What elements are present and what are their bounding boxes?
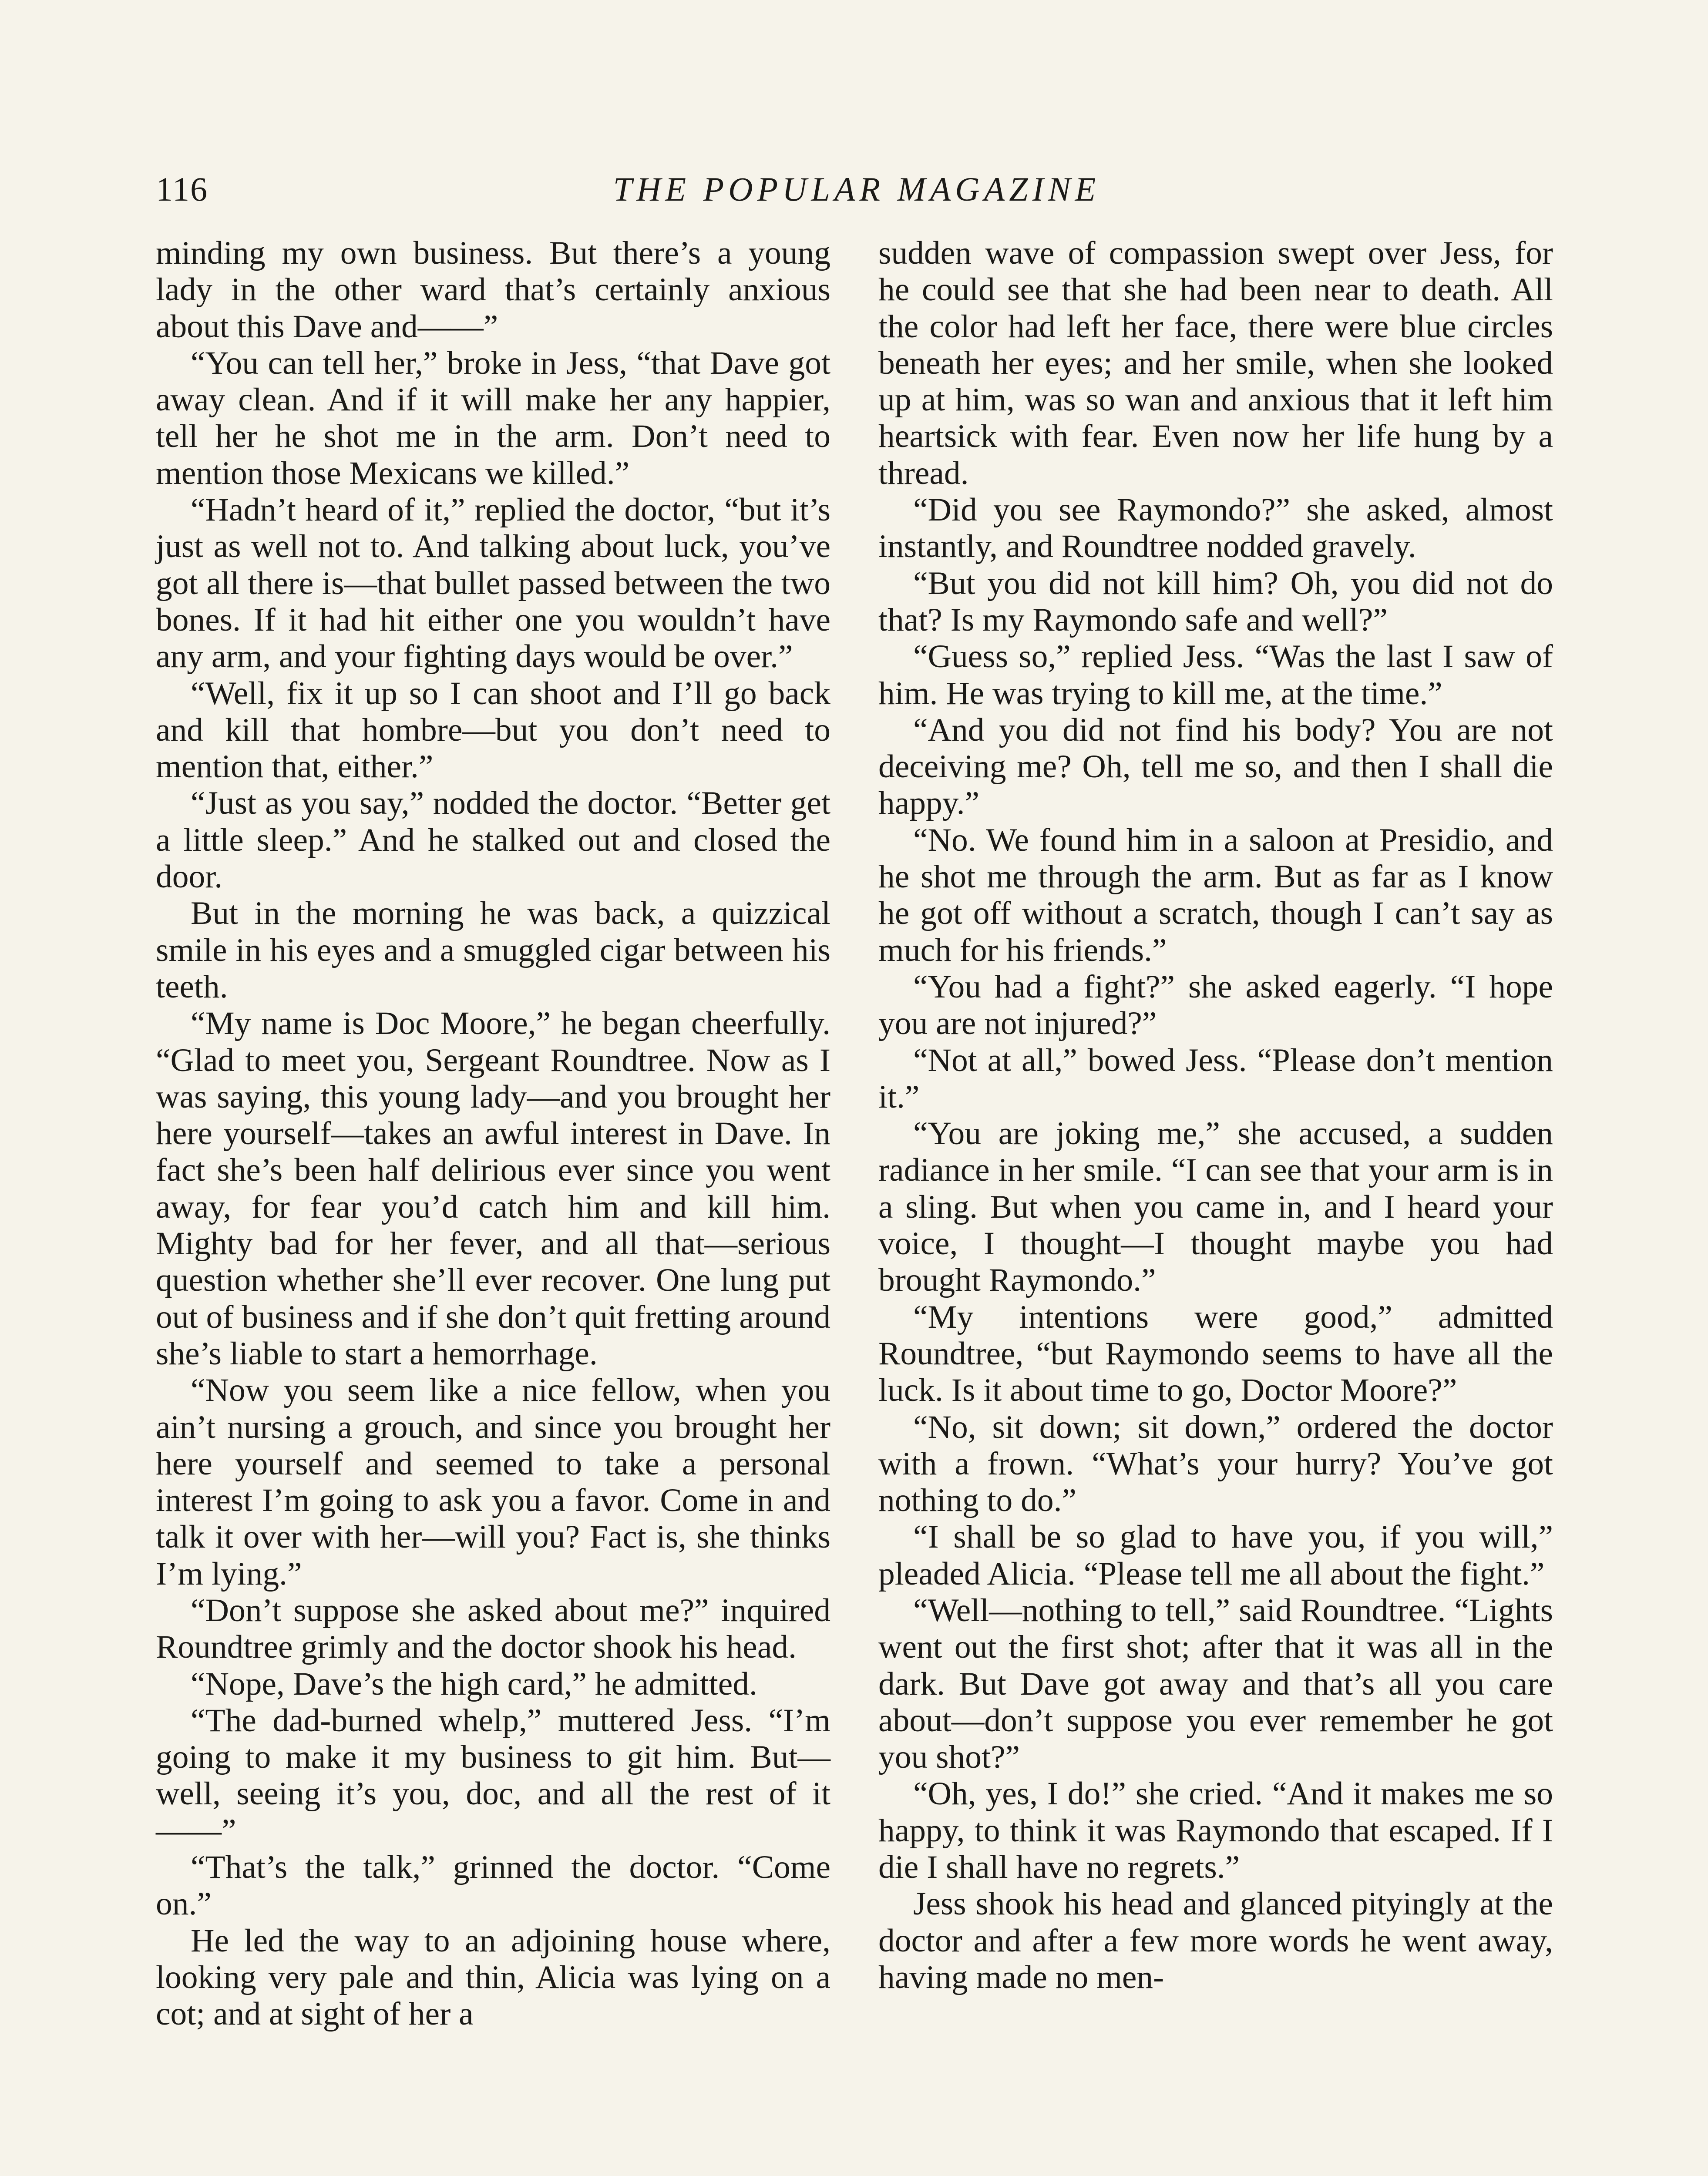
paragraph: “I shall be so glad to have you, if you will,” pleaded Alicia. “Please tell me all about the fight.” bbox=[878, 1519, 1553, 1592]
paragraph: “Guess so,” replied Jess. “Was the last I saw of him. He was trying to kill me, at the time.” bbox=[878, 638, 1553, 712]
paragraph: He led the way to an adjoining house where, looking very pale and thin, Alicia was lying on a cot; and at sight of her a bbox=[156, 1922, 830, 2032]
paragraph: “You had a fight?” she asked eagerly. “I hope you are not injured?” bbox=[878, 968, 1553, 1042]
paragraph: “But you did not kill him? Oh, you did not do that? Is my Raymondo safe and well?” bbox=[878, 565, 1553, 638]
paragraph: Jess shook his head and glanced pityingly at the doctor and after a few more words he went away, having made no men- bbox=[878, 1886, 1553, 1995]
paragraph: “Hadn’t heard of it,” replied the doctor, “but it’s just as well not to. And talking about luck, you’ve got all there is—that bullet passed between the two bones. If it had hit either one you wouldn’t have any arm, and your fighting days would be over.” bbox=[156, 492, 830, 675]
paragraph: “Not at all,” bowed Jess. “Please don’t mention it.” bbox=[878, 1042, 1553, 1115]
paragraph: “My intentions were good,” admitted Roundtree, “but Raymondo seems to have all the luck. Is it about time to go, Doctor Moore?” bbox=[878, 1299, 1553, 1409]
page-number: 116 bbox=[156, 170, 208, 208]
paragraph: “Don’t suppose she asked about me?” inquired Roundtree grimly and the doctor shook his head. bbox=[156, 1592, 830, 1666]
paragraph: “Well—nothing to tell,” said Roundtree. “Lights went out the first shot; after that it was all in the dark. But Dave got away and that’s all you care about—don’t suppose you ever remember he got you shot?” bbox=[878, 1592, 1553, 1776]
paragraph: “No, sit down; sit down,” ordered the doctor with a frown. “What’s your hurry? You’ve got nothing to do.” bbox=[878, 1409, 1553, 1519]
right-column bbox=[878, 235, 1553, 1996]
paragraph: “My name is Doc Moore,” he began cheerfully. “Glad to meet you, Sergeant Roundtree. Now as I was saying, this young lady—and you brought her here yourself—takes an awful interest in Dave. In fact she’s been half delirious ever since you went away, for fear you’d catch him and kill him. Mighty bad for her fever, and all that—serious question whether she’ll ever recover. One lung put out of business and if she don’t quit fretting around she’s liable to start a hemorrhage. bbox=[156, 1005, 830, 1372]
paragraph: “That’s the talk,” grinned the doctor. “Come on.” bbox=[156, 1849, 830, 1922]
page-header bbox=[156, 165, 1557, 213]
paragraph: “Well, fix it up so I can shoot and I’ll go back and kill that hombre—but you don’t need to mention that, either.” bbox=[156, 675, 830, 785]
paragraph: “Oh, yes, I do!” she cried. “And it makes me so happy, to think it was Raymondo that escaped. If I die I shall have no regrets.” bbox=[878, 1776, 1553, 1886]
paragraph: “The dad-burned whelp,” muttered Jess. “I’m going to make it my business to git him. But—well, seeing it’s you, doc, and all the rest of it——” bbox=[156, 1702, 830, 1849]
paragraph: minding my own business. But there’s a young lady in the other ward that’s certainly anxious about this Dave and——” bbox=[156, 235, 830, 345]
paragraph: “Did you see Raymondo?” she asked, almost instantly, and Roundtree nodded gravely. bbox=[878, 492, 1553, 565]
left-column bbox=[156, 235, 830, 2033]
paragraph: But in the morning he was back, a quizzical smile in his eyes and a smuggled cigar between his teeth. bbox=[156, 895, 830, 1005]
paragraph: “You are joking me,” she accused, a sudden radiance in her smile. “I can see that your arm is in a sling. But when you came in, and I heard your voice, I thought—I thought maybe you had brought Raymondo.” bbox=[878, 1115, 1553, 1299]
paragraph: “Now you seem like a nice fellow, when you ain’t nursing a grouch, and since you brought her here yourself and seemed to take a personal interest I’m going to ask you a favor. Come in and talk it over with her—will you? Fact is, she thinks I’m lying.” bbox=[156, 1372, 830, 1592]
paragraph: “You can tell her,” broke in Jess, “that Dave got away clean. And if it will make her any happier, tell her he shot me in the arm. Don’t need to mention those Mexicans we killed.” bbox=[156, 345, 830, 491]
paragraph: “No. We found him in a saloon at Presidio, and he shot me through the arm. But as far as I know he got off without a scratch, though I can’t say as much for his friends.” bbox=[878, 822, 1553, 968]
paragraph: “And you did not find his body? You are not deceiving me? Oh, tell me so, and then I shall die happy.” bbox=[878, 712, 1553, 822]
running-head: THE POPULAR MAGAZINE bbox=[613, 170, 1100, 208]
paragraph: “Nope, Dave’s the high card,” he admitted. bbox=[191, 1666, 757, 1702]
paragraph: sudden wave of compassion swept over Jess, for he could see that she had been near to death. All the color had left her face, there were blue circles beneath her eyes; and her smile, when she looked up at him, was so wan and anxious that it left him heartsick with fear. Even now her life hung by a thread. bbox=[878, 235, 1553, 491]
paragraph: “Just as you say,” nodded the doctor. “Better get a little sleep.” And he stalked out and closed the door. bbox=[156, 785, 830, 895]
